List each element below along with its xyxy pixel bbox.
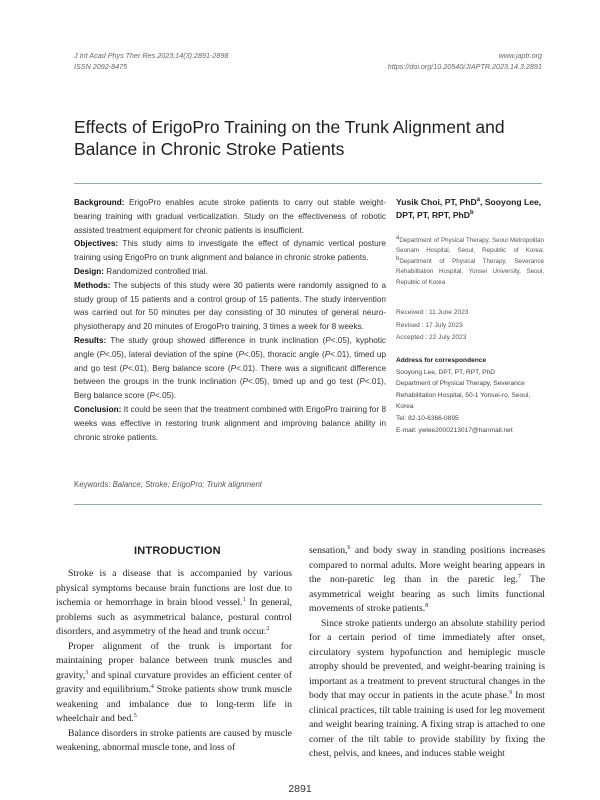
article-dates	[396, 307, 544, 345]
body-paragraph: Stroke is a disease that is accompanied by various physical symptoms because brain functions are lost due to ischemia or hemorrhage in brain blood vessel.$^1$ In general, problems such as asymmetrical balance, postural control disorders, and asymmetry of the head and trunk occur.$^2$	[56, 568, 292, 637]
abstract	[74, 196, 386, 444]
abstract-objectives: Objectives: This study aims to investigate the effect of dynamic vertical posture training using ErigoPro on trunk alignment and balance in chronic stroke patients.	[74, 239, 386, 263]
correspondence-heading: Address for correspondence	[396, 357, 487, 364]
date-received: Received : 11 June 2023	[396, 309, 469, 316]
abstract-design: Design: Randomized controlled trial.	[74, 266, 208, 276]
date-revised: Revised : 17 July 2023	[396, 321, 463, 329]
abstract-results: Results: The study group showed difference in trunk inclination (P<.05), kyphotic angle (P<.05), lateral deviation of the spine (P<.05), thoracic angle (P<.01), timed up and go test (P<.01), Berg balance score (P<.01). There was a significant difference between the groups in the trunk inclination (P<.05), timed up and go test (P<.01), Berg balance score (P<.05).	[74, 335, 386, 401]
journal-citation: J Int Acad Phys Ther Res 2023;14(3):2891-2898	[74, 51, 229, 60]
body-paragraph: Balance disorders in stroke patients are caused by muscle weakening, abnormal muscle tone, and loss of	[56, 727, 292, 753]
journal-header-left	[74, 50, 228, 72]
article-title: Effects of ErigoPro Training on the Trunk Alignment and Balance in Chronic Stroke Patients	[74, 117, 505, 159]
body-column-right	[309, 544, 545, 762]
authors: Yusik Choi, PT, PhD$^a$, Sooyong Lee, DPT, PT, RPT, PhD$^b$	[396, 197, 542, 220]
affiliations: $^a$Department of Physical Therapy, Seoul Metropolitan Seonam Hospital, Seoul, Republic of Korea; $^b$Department of Physical Therapy, Severance Rehabilitation Hospital, Yonsei University, Seoul, Republic of Korea	[396, 234, 544, 286]
date-accepted: Accepted : 22 July 2023	[396, 334, 467, 341]
correspondence-address: Department of Physical Therapy, Severance Rehabilitation Hospital, 50-1 Yonsei-ro, Seoul, Korea	[396, 380, 531, 411]
correspondence-tel: Tel: 82-10-6366-0895	[396, 414, 459, 422]
correspondence	[396, 355, 544, 436]
body-paragraph: Since stroke patients undergo an absolute stability period for a certain period of time immediately after onset, circulatory system hypofunction and hemiplegic muscle atrophy should be prevented, and weight-bearing training is important as a treatment to prevent structural changes in the body that may occur in patients in the acute phase.$^9$ In most clinical practices, tilt table training is used for leg movement and weight bearing training. A fixing strap is attached to one corner of the tilt table to provide stability by fixing the chest, pelvis, and knees, and induces stable weight	[309, 617, 545, 759]
abstract-background: Background: ErigoPro enables acute stroke patients to carry out stable weight-bearing training with gradual verticalization. Study on the effectiveness of robotic assisted treatment equipment for chronic patients is insufficient.	[74, 198, 386, 235]
journal-header-right	[388, 50, 542, 72]
body-paragraph: sensation,$^6$ and body sway in standing positions increases compared to normal adults. More weight bearing appears in the non-paretic leg than in the paretic leg.$^7$ The asymmetrical weight bearing as such limits functional movements of stroke patients.$^8$	[309, 544, 546, 614]
journal-doi[interactable]: https://doi.org/10.20540/JIAPTR.2023.14.3.2891	[387, 62, 542, 71]
keywords-value: Balance; Stroke; ErigoPro; Trunk alignment	[112, 480, 262, 489]
correspondence-name: Sooyong Lee, DPT, PT, RPT, PhD	[396, 368, 495, 376]
keywords-label: Keywords:	[74, 480, 111, 489]
body-paragraph: Proper alignment of the trunk is important for maintaining proper balance between trunk muscles and gravity,$^3$ and spinal curvature provides an efficient center of gravity and equilibrium.$^4$ Stroke patients show trunk muscle weakening and imbalance due to long-term life in wheelchair and bed.$^5$	[56, 640, 292, 724]
section-heading-introduction: INTRODUCTION	[134, 545, 221, 557]
keywords	[74, 480, 262, 489]
page-number: 2891	[288, 783, 312, 795]
journal-issn: ISSN 2092-8475	[74, 62, 128, 71]
correspondence-email[interactable]: E-mail: ywlee2000213017@hanmail.net	[396, 426, 513, 434]
body-column-left	[56, 567, 292, 756]
abstract-methods: Methods: The subjects of this study were 30 patients were randomly assigned to a study group of 15 patients and a control group of 15 patients. The study intervention was carried out for 50 minutes per day consisting of 30 minutes of general neuro-physiotherapy and 20 minutes of ErogoPro training, 3 times a week for 8 weeks.	[74, 280, 386, 332]
bottom-divider	[74, 504, 542, 505]
abstract-conclusion: Conclusion: It could be seen that the treatment combined with ErigoPro training for 8 weeks was effective in restoring trunk alignment and improving balance ability in chronic stroke patients.	[74, 404, 386, 442]
top-divider	[74, 183, 542, 184]
journal-website[interactable]: www.japtr.org	[498, 51, 542, 60]
